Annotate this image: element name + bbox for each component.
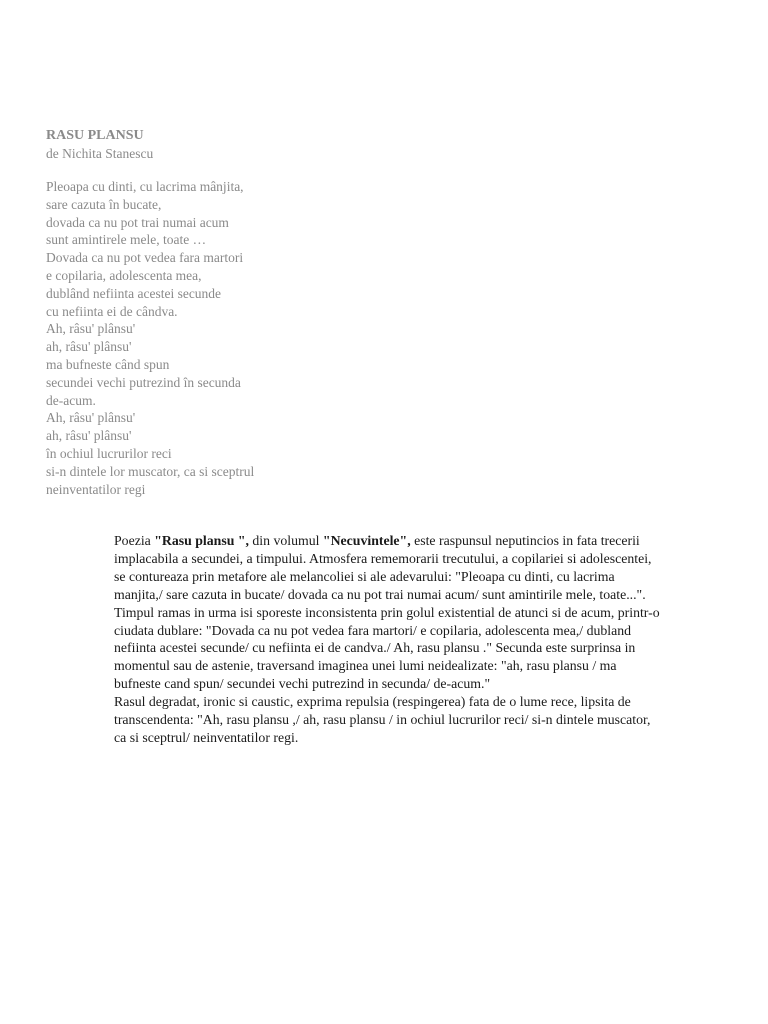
poem-line: si-n dintele lor muscator, ca si sceptrul xyxy=(46,463,255,479)
poem-line: neinventatilor regi xyxy=(46,481,146,497)
volume-title-reference: "Necuvintele", xyxy=(322,533,411,548)
poem-line: Pleoapa cu dinti, cu lacrima mânjita, xyxy=(46,179,244,194)
commentary-text: din volumul xyxy=(248,533,323,548)
commentary-intro: Poezia xyxy=(114,533,155,548)
commentary-paragraph: Rasul degradat, ironic si caustic, exprima repulsia (respingerea) fata de o lume rece, lipsita de transcendenta: "Ah, rasu plansu ,/ ah, rasu plansu / in ochiul lucrurilor reci/ si-n dintele muscator, ca si sceptrul/ neinventatilor regi. xyxy=(114,694,651,745)
poem-line: ah, râsu' plânsu' xyxy=(46,428,132,444)
poem-body xyxy=(46,178,366,498)
poem-line: dovada ca nu pot trai numai acum xyxy=(46,214,229,230)
poem-line: Ah, râsu' plânsu' xyxy=(46,321,136,337)
poem-author: de Nichita Stanescu xyxy=(46,146,154,161)
poem-title: RASU PLANSU xyxy=(46,128,144,143)
poem-line: Dovada ca nu pot vedea fara martori xyxy=(46,250,244,266)
poem-section xyxy=(46,127,366,498)
poem-line: sare cazuta în bucate, xyxy=(46,196,162,212)
poem-title-reference: "Rasu plansu ", xyxy=(154,533,249,548)
poem-line: Ah, râsu' plânsu' xyxy=(46,410,136,426)
poem-line: de-acum. xyxy=(46,392,96,408)
commentary-section xyxy=(114,532,662,747)
poem-line: dublând nefiinta acestei secunde xyxy=(46,285,222,301)
poem-line: secundei vechi putrezind în secunda xyxy=(46,374,241,390)
poem-line: în ochiul lucrurilor reci xyxy=(46,445,172,461)
poem-line: ah, râsu' plânsu' xyxy=(46,339,132,355)
poem-line: e copilaria, adolescenta mea, xyxy=(46,267,202,283)
poem-line: cu nefiinta ei de cândva. xyxy=(46,303,178,319)
poem-line: ma bufneste când spun xyxy=(46,356,170,372)
poem-line: sunt amintirele mele, toate … xyxy=(46,232,207,248)
commentary-paragraph xyxy=(114,532,662,693)
commentary-text: este raspunsul neputincios in fata trecerii implacabila a secundei, a timpului. Atmosfera rememorarii trecutului, a copilariei si adolescentei, se contureaza prin metafore ale melancoliei si ale adevarului: "Pleoapa cu dinti, cu lacrima manjita,/ sare cazuta in bucate/ dovada ca nu pot trai numai acum/ sunt amintirile mele, toate...". Timpul ramas in urma isi sporeste inconsistenta prin golul existential de atunci si de acum, printr-o ciudata dublare: "Dovada ca nu pot vedea fara martori/ e copilaria, adolescenta mea,/ dubland nefiinta acestei secunde/ cu nefiinta ei de candva./ Ah, rasu plansu ." Secunda este surprinsa in momentul sau de astenie, traversand imaginea unei lumi neidealizate: "ah, rasu plansu / ma bufneste cand spun/ secundei vechi putrezind in secunda/ de-acum." xyxy=(114,533,660,692)
